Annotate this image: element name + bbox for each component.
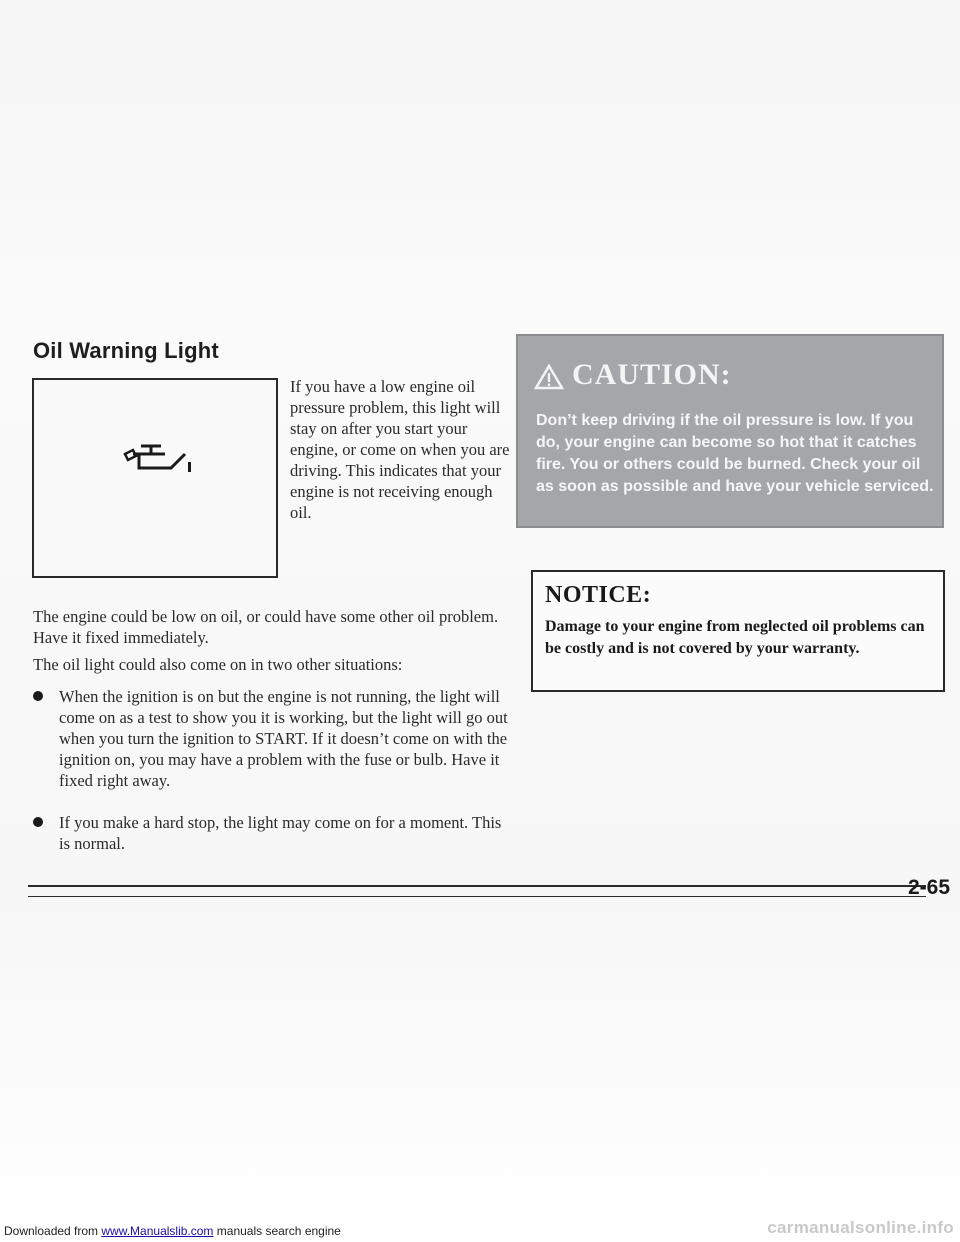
- intro-paragraph: If you have a low engine oil pressure problem, this light will stay on after you start your engine, or come on when you are driving. This indicates that your engine is not receiving enough oil.: [290, 377, 510, 522]
- footer-prefix: Downloaded from: [4, 1224, 102, 1238]
- body-paragraph-2: The oil light could also come on in two other situations:: [33, 655, 403, 674]
- oil-warning-icon-box: [32, 378, 278, 578]
- notice-box: [531, 570, 945, 692]
- notice-heading: NOTICE:: [545, 582, 652, 608]
- watermark-logo: carmanualsonline.info: [767, 1218, 954, 1237]
- caution-box: [516, 334, 944, 528]
- footer-suffix: manuals search engine: [213, 1224, 341, 1238]
- bullet-text: When the ignition is on but the engine is not running, the light will come on as a test to show you it is working, but the light will go out when you turn the ignition to START. If it doesn’t come on with the ignition on, you may have a problem with the fuse or bulb. Have it fixed right away.: [59, 687, 508, 790]
- page-number: 2-65: [907, 876, 950, 899]
- bullet-dot-icon: [33, 817, 43, 827]
- notice-text: Damage to your engine from neglected oil problems can be costly and is not covered by your warranty.: [545, 618, 925, 657]
- download-footer: [4, 1224, 341, 1238]
- footer-rule-thin: [28, 896, 926, 897]
- caution-text: Don’t keep driving if the oil pressure is low. If you do, your engine can become so hot that it catches fire. You or others could be burned. Check your oil as soon as possible and have your vehicle serviced.: [536, 412, 934, 495]
- footer-rule: [28, 885, 926, 887]
- manualslib-link[interactable]: www.Manualslib.com: [101, 1224, 214, 1238]
- body-paragraph-1: The engine could be low on oil, or could have some other oil problem. Have it fixed immediately.: [33, 607, 499, 647]
- bullet-text: If you make a hard stop, the light may come on for a moment. This is normal.: [59, 813, 502, 853]
- section-title: Oil Warning Light: [33, 338, 219, 363]
- oil-can-icon: [119, 432, 199, 492]
- bullet-dot-icon: [33, 691, 43, 701]
- caution-heading: CAUTION:: [572, 358, 732, 391]
